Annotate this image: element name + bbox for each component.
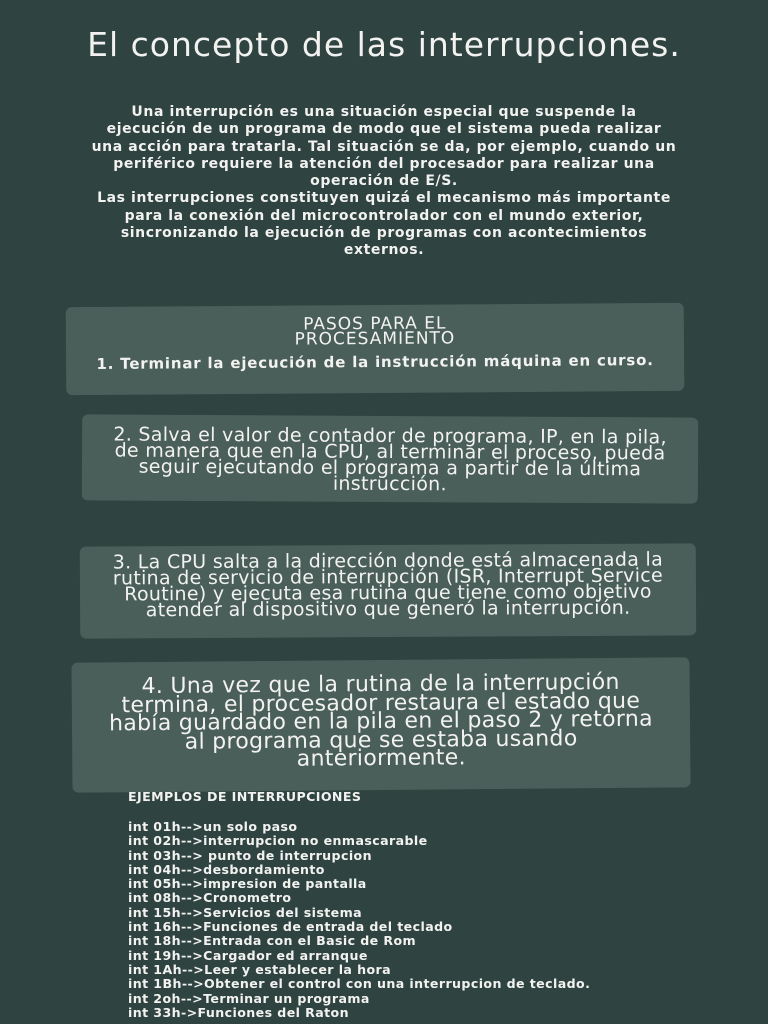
step-card-1 xyxy=(66,303,685,395)
example-item: int 16h-->Funciones de entrada del teclado xyxy=(128,919,453,935)
example-item: int 02h-->interrupcion no enmascarable xyxy=(128,833,428,849)
example-item: int 15h-->Servicios del sistema xyxy=(128,904,362,920)
step-text-3: 3. La CPU salta a la dirección donde está almacenada la rutina de servicio de interrupción (ISR, Interrupt Service Routine) y ejecuta esa rutina que tiene como objetivo atender al dispositivo que generó la interrupción. xyxy=(112,548,664,622)
example-item: int 08h-->Cronometro xyxy=(128,890,292,906)
step-card-4 xyxy=(71,657,690,792)
step-card-3 xyxy=(80,543,696,638)
example-item: int 1Bh-->Obtener el control con una interrupcion de teclado. xyxy=(128,976,591,992)
intro-text xyxy=(90,104,678,260)
example-item: int 05h-->impresion de pantalla xyxy=(128,876,367,892)
examples-title: EJEMPLOS DE INTERRUPCIONES xyxy=(128,789,362,804)
steps-heading: PASOS PARA EL PROCESAMIENTO xyxy=(294,313,456,350)
examples-list xyxy=(128,820,758,1020)
example-item: int 03h--> punto de interrupcion xyxy=(128,847,372,863)
example-item: int 19h-->Cargador ed arranque xyxy=(128,947,368,963)
example-item: int 1Ah-->Leer y establecer la hora xyxy=(128,961,392,977)
example-item: int 2oh-->Terminar un programa xyxy=(128,990,370,1006)
step-text-1: 1. Terminar la ejecución de la instrucción máquina en curso. xyxy=(96,351,654,373)
intro-paragraph: Una interrupción es una situación especial que suspende la ejecución de un programa de modo que el sistema pueda realizar una acción para tratarla. Tal situación se da, por ejemplo, cuando un periférico requiere la atención del procesador para realizar una operación de E/S. xyxy=(91,104,677,190)
examples-section xyxy=(128,790,758,1020)
page-title: El concepto de las interrupciones. xyxy=(87,25,681,64)
step-card-2 xyxy=(82,414,698,503)
intro-paragraph: Las interrupciones constituyen quizá el mecanismo más importante para la conexión del microcontrolador con el mundo exterior, sincronizando la ejecución de programas con acontecimientos externos. xyxy=(97,190,671,259)
example-item: int 33h->Funciones del Raton xyxy=(128,1004,349,1020)
example-item: int 18h-->Entrada con el Basic de Rom xyxy=(128,933,417,949)
step-text-4: 4. Una vez que la rutina de la interrupción termina, el procesador restaura el estado que había guardado en la pila en el paso 2 y retorna al programa que se estaba usando anteriormente. xyxy=(108,669,653,772)
step-text-2: 2. Salva el valor de contador de programa, IP, en la pila, de manera que en la CPU, al terminar el proceso, pueda seguir ejecutando el programa a partir de la última instrucción. xyxy=(113,423,667,496)
example-item: int 04h-->desbordamiento xyxy=(128,861,325,877)
example-item: int 01h-->un solo paso xyxy=(128,819,298,834)
